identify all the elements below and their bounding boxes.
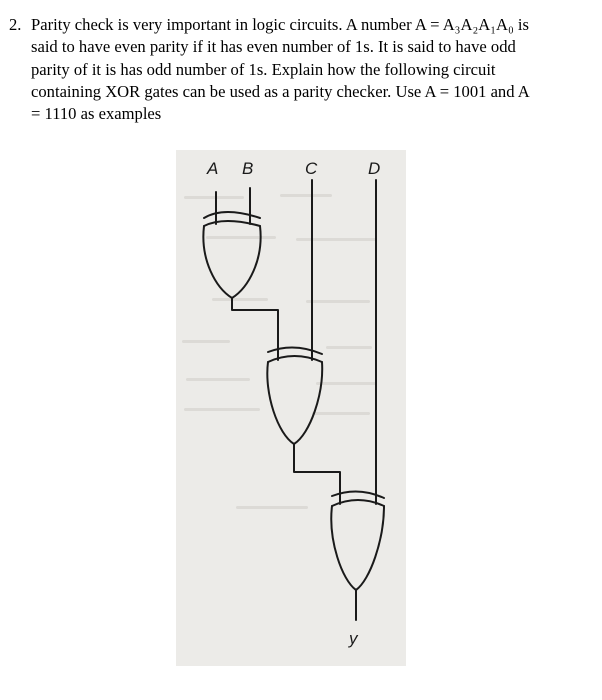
- output-label-y: y: [349, 629, 358, 648]
- question-text: [9, 14, 589, 125]
- input-label-c: C: [305, 159, 318, 178]
- input-label-d: D: [368, 159, 381, 178]
- xor-circuit-diagram: [176, 150, 406, 666]
- xor-gate-1: [203, 212, 260, 298]
- question-line-5: = 1110 as examples: [31, 104, 162, 124]
- question-line-4: containing XOR gates can be used as a parity checker. Use A = 1001 and A: [31, 81, 530, 101]
- question-number: 2.: [9, 15, 22, 34]
- question-line-3: parity of it is has odd number of 1s. Explain how the following circuit: [31, 59, 496, 79]
- input-label-b: B: [242, 159, 254, 178]
- input-label-a: A: [207, 159, 219, 178]
- xor-gate-3: [331, 491, 384, 590]
- xor-gate-2: [267, 347, 322, 444]
- question-line-1: 2. Parity check is very important in logic circuits. A number A = A₃A₂A₁A₀ is: [9, 14, 589, 36]
- question-line-2: said to have even parity if it has even number of 1s. It is said to have odd: [31, 37, 516, 57]
- parity-circuit-figure: [176, 150, 406, 666]
